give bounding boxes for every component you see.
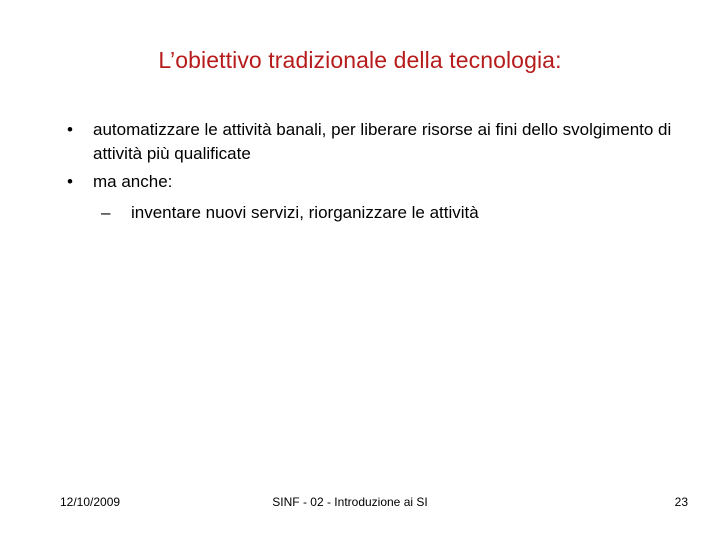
sub-bullet-item-1	[0, 201, 720, 225]
bullet-text: ma anche:	[93, 172, 173, 191]
footer-date: 12/10/2009	[60, 495, 121, 509]
slide-title: L’obiettivo tradizionale della tecnologia:	[158, 47, 562, 73]
bullet-marker: •	[67, 120, 73, 139]
page-number: 23	[674, 495, 688, 509]
bullet-item-1	[0, 118, 720, 166]
bullet-text: automatizzare le attività banali, per liberare risorse ai fini dello svolgimento di attività più qualificate	[93, 120, 672, 163]
footer-title: SINF - 02 - Introduzione ai SI	[272, 495, 428, 509]
sub-bullet-marker: –	[101, 203, 111, 222]
sub-bullet-text: inventare nuovi servizi, riorganizzare le attività	[131, 203, 479, 222]
bullet-marker: •	[67, 172, 73, 191]
bullet-item-2	[0, 170, 720, 194]
